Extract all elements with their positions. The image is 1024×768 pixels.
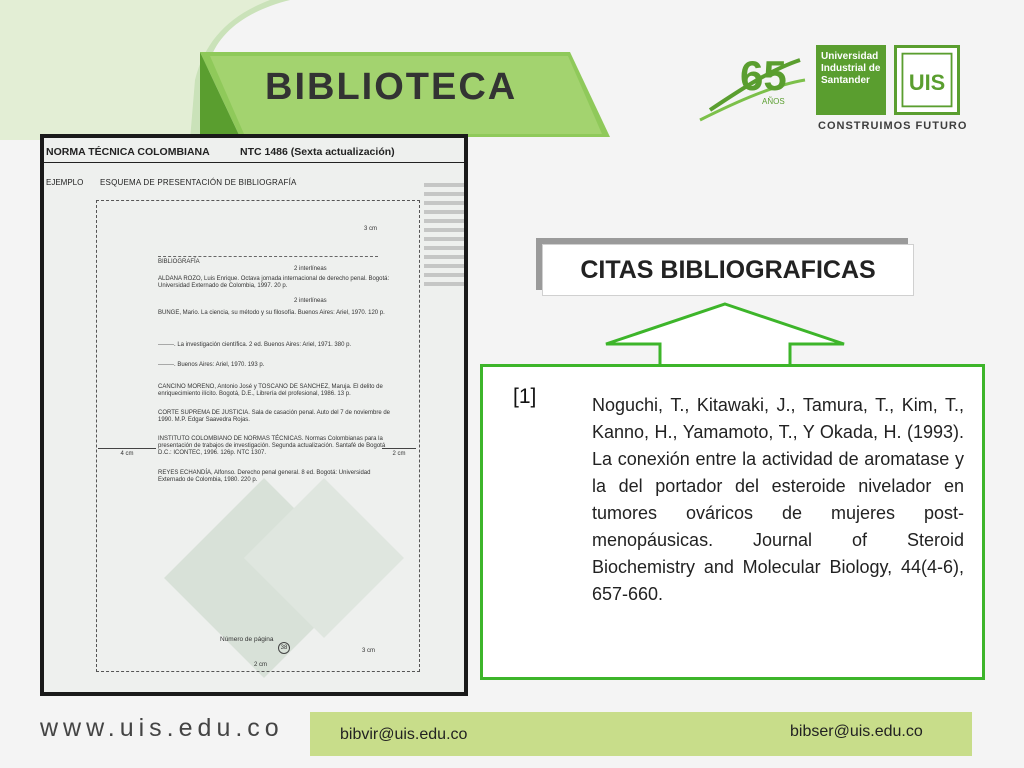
citas-title-box xyxy=(542,244,914,296)
norma-label: NORMA TÉCNICA COLOMBIANA xyxy=(46,146,210,158)
bibliography-heading: BIBLIOGRAFÍA xyxy=(158,256,378,266)
interlines-b: 2 interlíneas xyxy=(294,298,327,304)
ntc-label: NTC 1486 (Sexta actualización) xyxy=(240,146,395,158)
bib-entry: BUNGE, Mario. La ciencia, su método y su filosofía. Buenos Aires: Ariel, 1970. 120 p. xyxy=(158,310,385,316)
norma-header xyxy=(46,146,461,158)
citation-text: Noguchi, T., Kitawaki, J., Tamura, T., Kim, T., Kanno, H., Yamamoto, T., Y Okada, H. (1993). La conexión entre la actividad de aromatase y la del portador del esteroide nivelador en tumores ováricos de mujeres post-menopáusicas. Journal of Steroid Biochemistry and Molecular Biology, 44(4-6), 657-660. xyxy=(592,395,964,604)
citas-title: CITAS BIBLIOGRAFICAS xyxy=(580,255,876,284)
header-rule xyxy=(44,162,464,163)
page-number-label: Número de página xyxy=(220,636,274,643)
email-link-bibser[interactable]: bibser@uis.edu.co xyxy=(790,723,923,740)
document-page xyxy=(44,138,464,692)
bib-entry: CANCINO MORENO, Antonio José y TOSCANO DE SANCHEZ, Maruja. El delito de enriquecimiento ilícito. Bogotá, D.E., Librería del profesional, 1986. 13 p. xyxy=(158,384,383,397)
bottom-margin-label-a: 3 cm xyxy=(362,648,376,654)
page-title: BIBLIOTECA xyxy=(265,66,518,108)
esquema-label: ESQUEMA DE PRESENTACIÓN DE BIBLIOGRAFÍA xyxy=(100,178,297,187)
left-margin-label: 4 cm xyxy=(98,448,156,458)
email-link-bibvir[interactable]: bibvir@uis.edu.co xyxy=(340,726,468,743)
anniversary-65-logo xyxy=(680,40,810,130)
citation-number: [1] xyxy=(513,385,537,408)
document-scan-frame xyxy=(40,134,468,696)
interlines-a: 2 interlíneas xyxy=(294,266,327,272)
bib-entry: --------. La investigación científica. 2 ed. Buenos Aires: Ariel, 1971. 380 p. xyxy=(158,342,352,348)
bib-entry: INSTITUTO COLOMBIANO DE NORMAS TÉCNICAS. Normas Colombianas para la presentación de trabajos de investigación. Segunda actualización. Santafé de Bogotá D.C.: ICONTEC, 1996. 126p. NTC 1307. xyxy=(158,436,386,456)
up-arrow-icon xyxy=(600,300,850,370)
bib-entry: --------. Buenos Aires: Ariel, 1970. 193 p. xyxy=(158,362,265,368)
bib-entry: ALDANA ROZO, Luis Enrique. Octava jornada internacional de derecho penal. Bogotá: Universidad Externado de Colombia, 1997. 20 p. xyxy=(158,276,390,289)
svg-text:AÑOS: AÑOS xyxy=(762,97,785,106)
bib-entry: CORTE SUPREMA DE JUSTICIA. Sala de casación penal. Auto del 7 de noviembre de 1990. M.P. Edgar Saavedra Rojas. xyxy=(158,410,391,423)
background-text-lines xyxy=(424,178,464,291)
svg-text:UIS: UIS xyxy=(908,70,946,95)
page-number: 38 xyxy=(278,642,290,654)
svg-text:65: 65 xyxy=(740,52,787,99)
bottom-margin-label-b: 2 cm xyxy=(254,662,268,668)
website-link[interactable]: www.uis.edu.co xyxy=(40,714,284,742)
right-margin-label: 2 cm xyxy=(382,448,416,458)
ejemplo-label: EJEMPLO xyxy=(46,178,84,187)
top-margin-label: 3 cm xyxy=(364,226,378,232)
bib-entry: REYES ECHANDÍA, Alfonso. Derecho penal general. 8 ed. Bogotá: Universidad Externado de Colombia, 1980. 220 p. xyxy=(158,470,371,483)
university-name-badge: Universidad Industrial de Santander xyxy=(816,45,886,115)
university-tagline: CONSTRUIMOS FUTURO xyxy=(818,120,968,132)
uis-logo xyxy=(894,45,960,115)
